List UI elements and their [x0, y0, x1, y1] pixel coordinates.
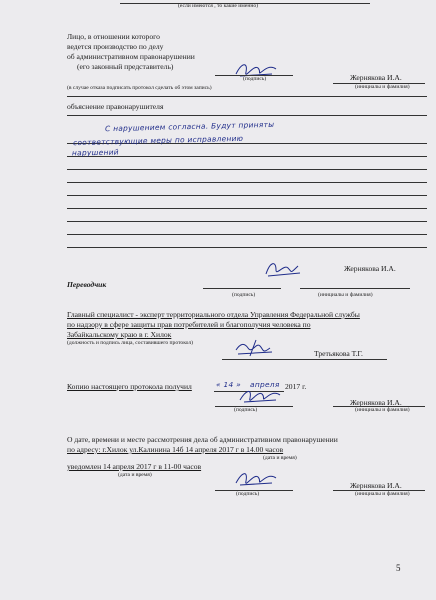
explanation-line	[67, 234, 427, 235]
header-note: (если имеются , то какие именно)	[178, 3, 258, 9]
copy-receipt-name-caption: (инициалы и фамилия)	[355, 407, 410, 413]
signature-icon	[262, 258, 304, 280]
official-caption: (должность и подпись лица, составившего протокол)	[67, 340, 194, 346]
hearing-line-3: уведомлен 14 апреля 2017 г в 11-00 часов	[67, 462, 202, 471]
copy-receipt-day: « 14 »	[216, 380, 242, 389]
explanation-line	[67, 156, 427, 157]
explanation-label: объяснение правонарушителя	[67, 102, 164, 111]
explanation-line	[67, 195, 427, 196]
copy-receipt-text: Копию настоящего протокола получил	[67, 382, 192, 391]
signature-icon	[236, 386, 280, 408]
hearing-name-caption: (инициалы и фамилия)	[355, 491, 410, 497]
person-name-caption: (инициалы и фамилия)	[355, 84, 410, 90]
translator-label: Переводчик	[67, 280, 107, 289]
hearing-signature-caption: (подпись)	[236, 491, 260, 497]
refusal-note: (в случае отказа подписать протокол сделать об этом запись)	[67, 85, 212, 91]
copy-receipt-month: апреля	[250, 380, 280, 389]
person-line-4: (его законный представитель)	[77, 62, 174, 71]
explanation-line	[67, 221, 427, 222]
translator-signature-caption: (подпись)	[232, 292, 256, 298]
hearing-caption-1: (дата и время)	[263, 455, 297, 461]
hearing-line-2: по адресу: г.Хилок ул.Калинина 14б 14 апреля 2017 г в 14.00 часов	[67, 445, 284, 454]
handwritten-line-2: соответствующие меры по исправлению	[72, 133, 244, 148]
copy-receipt-year: 2017 г.	[285, 382, 307, 391]
official-rule	[222, 359, 387, 360]
official-line-1: Главный специалист - эксперт территориального отдела Управления Федеральной службы	[67, 310, 360, 319]
copy-receipt-signature-caption: (подпись)	[234, 407, 258, 413]
explanation-line	[67, 182, 427, 183]
copy-receipt-name: Жернякова И.А.	[350, 398, 402, 407]
person-line-2: ведется производство по делу	[67, 42, 164, 51]
person-signature-caption: (подпись)	[243, 76, 267, 82]
explanation-line	[67, 247, 427, 248]
handwritten-line-1: С нарушением согласна. Будут приняты	[104, 119, 275, 134]
person-line-1: Лицо, в отношении которого	[67, 32, 160, 41]
handwritten-line-3: нарушений	[71, 147, 119, 158]
signature-icon	[232, 468, 276, 492]
translator-signature-rule	[203, 288, 281, 289]
explanation-line	[67, 169, 427, 170]
hearing-caption-2: (дата и время)	[118, 472, 152, 478]
translator-name-caption: (инициалы и фамилия)	[318, 292, 373, 298]
official-line-3: Забайкальскому краю в г. Хилок	[67, 330, 172, 339]
page-number: 5	[396, 563, 401, 573]
hearing-line-1: О дате, времени и месте рассмотрения дела об административном правонарушении	[67, 435, 338, 444]
translator-name-rule	[300, 288, 410, 289]
signature-icon	[232, 338, 276, 360]
hearing-name: Жернякова И.А.	[350, 481, 402, 490]
person-name: Жернякова И.А.	[350, 73, 402, 82]
explanation-top-rule	[67, 96, 427, 97]
person-line-3: об административном правонарушении	[67, 52, 195, 61]
explanation-line	[67, 208, 427, 209]
explanation-label-rule	[67, 115, 427, 116]
official-line-2: по надзору в сфере защиты прав потребителей и благополучия человека по	[67, 320, 311, 329]
translator-name: Жернякова И.А.	[344, 264, 396, 273]
official-name: Третьякова Т.Г.	[314, 349, 363, 358]
